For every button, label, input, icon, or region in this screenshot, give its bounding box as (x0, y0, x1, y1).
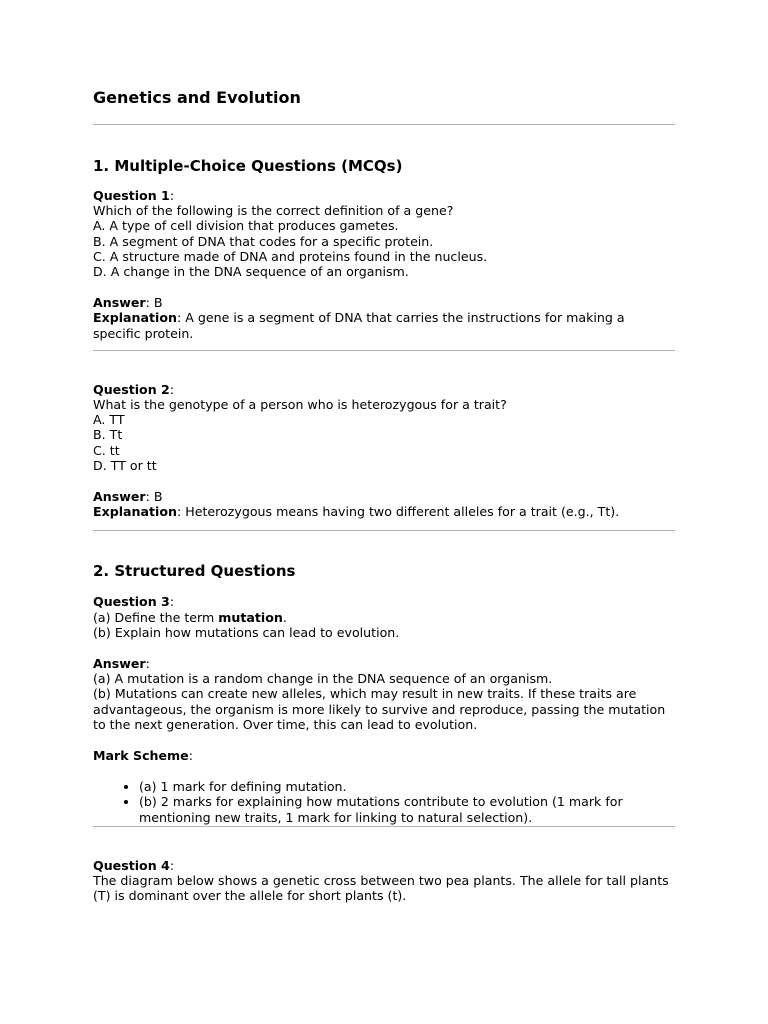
explanation: Explanation: A gene is a segment of DNA that carries the instructions for making a specific protein. (93, 310, 625, 341)
question-1 (93, 188, 675, 341)
question-2 (93, 382, 675, 520)
option-c: C. A structure made of DNA and proteins found in the nucleus. (93, 248, 488, 264)
list-item: • (b) 2 marks for explaining how mutations contribute to evolution (1 mark for mentioning new traits, 1 mark for linking to natural selection). (139, 794, 675, 824)
question-stem: What is the genotype of a person who is heterozygous for a trait? (93, 397, 507, 413)
option-a: A. TT (93, 412, 125, 428)
question-4 (93, 858, 675, 904)
answer-part-b: (b) Mutations can create new alleles, which may result in new traits. If these traits are advantageous, the organism is more likely to survive and reproduce, passing the mutation to the next generation. Over time, this can lead to evolution. (93, 686, 666, 732)
mark-scheme-label: Mark Scheme: (93, 748, 193, 764)
option-a: A. A type of cell division that produces gametes. (93, 218, 399, 234)
mark-scheme-list (93, 779, 675, 825)
question-3 (93, 594, 675, 824)
answer: Answer: B (93, 489, 163, 505)
question-part-b: (b) Explain how mutations can lead to evolution. (93, 624, 400, 640)
question-text: The diagram below shows a genetic cross between two pea plants. The allele for tall plants (T) is dominant over the allele for short plants (t). (93, 873, 669, 904)
question-label: Question 3: (93, 594, 175, 610)
section-heading-structured: 2. Structured Questions (93, 562, 296, 581)
question-part-a: (a) Define the term mutation. (93, 609, 287, 625)
option-b: B. A segment of DNA that codes for a specific protein. (93, 233, 434, 249)
list-item: • (a) 1 mark for defining mutation. (139, 779, 675, 794)
question-label: Question 1: (93, 188, 175, 203)
answer: Answer: B (93, 295, 163, 311)
document-content (93, 88, 675, 904)
explanation: Explanation: Heterozygous means having two different alleles for a trait (e.g., Tt). (93, 504, 620, 520)
answer-part-a: (a) A mutation is a random change in the DNA sequence of an organism. (93, 671, 553, 687)
option-c: C. tt (93, 442, 120, 458)
question-label: Question 2: (93, 381, 175, 397)
section-heading-mcq: 1. Multiple-Choice Questions (MCQs) (93, 157, 403, 175)
option-d: D. TT or tt (93, 457, 157, 473)
option-d: D. A change in the DNA sequence of an organism. (93, 264, 409, 280)
page-title: Genetics and Evolution (93, 88, 301, 107)
option-b: B. Tt (93, 427, 123, 443)
question-stem: Which of the following is the correct definition of a gene? (93, 203, 454, 219)
answer-label: Answer: (93, 656, 150, 672)
question-label: Question 4: (93, 857, 175, 873)
